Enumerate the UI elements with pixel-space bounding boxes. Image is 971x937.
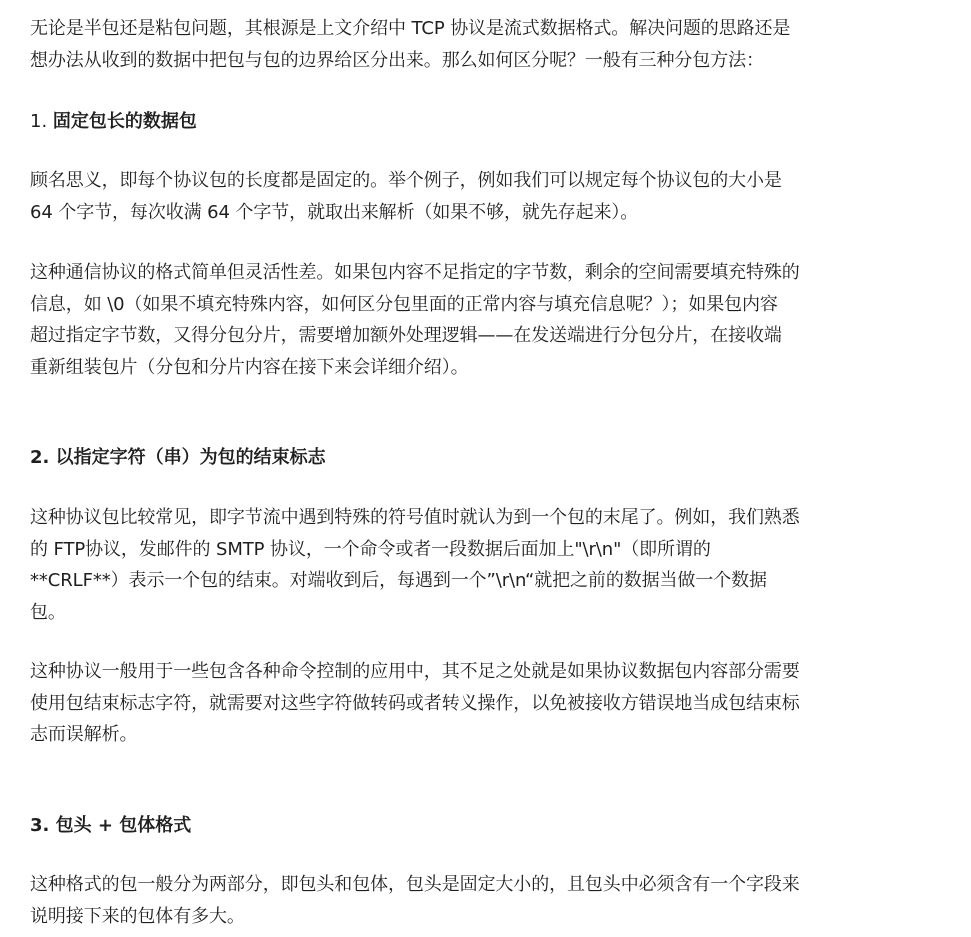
section-1-title: 固定包长的数据包 xyxy=(52,111,197,132)
section-2-p1-line-4: 包。 xyxy=(30,601,66,623)
section-2-p1-line-1: 这种协议包比较常见，即字节流中遇到特殊的符号值时就认为到一个包的末尾了。例如，我们熟悉 xyxy=(30,507,800,528)
section-2-p2-line-2: 使用包结束标志字符，就需要对这些字符做转码或者转义操作，以免被接收方错误地当成包结束标 xyxy=(30,692,800,714)
section-1-paragraph-1 xyxy=(30,165,782,228)
section-1-p2-line-2: 信息，如 \0（如果不填充特殊内容，如何区分包里面的正常内容与填充信息呢？）；如果包内容 xyxy=(30,293,778,315)
section-2-paragraph-2 xyxy=(30,656,800,751)
section-1-paragraph-2 xyxy=(30,257,800,383)
section-2-p1-line-3: **CRLF**）表示一个包的结束。对端收到后，每遇到一个”\r\n“就把之前的数据当做一个数据 xyxy=(30,570,767,591)
section-3-p1-line-1: 这种格式的包一般分为两部分，即包头和包体，包头是固定大小的，且包头中必须含有一个字段来 xyxy=(30,874,800,895)
section-2-p2-line-1: 这种协议一般用于一些包含各种命令控制的应用中，其不足之处就是如果协议数据包内容部分需要 xyxy=(30,661,800,682)
section-1-p2-line-1: 这种通信协议的格式简单但灵活性差。如果包内容不足指定的字节数，剩余的空间需要填充特殊的 xyxy=(30,262,800,283)
section-1-p2-line-3: 超过指定字节数，又得分包分片，需要增加额外处理逻辑——在发送端进行分包分片，在接收端 xyxy=(30,325,782,346)
section-1-heading xyxy=(30,106,197,138)
section-2-paragraph-1 xyxy=(30,502,800,628)
section-3-paragraph-1 xyxy=(30,869,800,932)
section-2-heading: 2. 以指定字符（串）为包的结束标志 xyxy=(30,447,326,468)
section-1-p1-line-2: 64 个字节，每次收满 64 个字节，就取出来解析（如果不够，就先存起来）。 xyxy=(30,201,639,223)
section-2-p2-line-3: 志而误解析。 xyxy=(30,724,138,745)
section-1-p2-line-4: 重新组装包片（分包和分片内容在接下来会详细介绍）。 xyxy=(30,356,469,378)
section-1-p1-line-1: 顾名思义，即每个协议包的长度都是固定的。举个例子，例如我们可以规定每个协议包的大小是 xyxy=(30,170,782,191)
intro-paragraph xyxy=(30,13,790,76)
intro-line-1: 无论是半包还是粘包问题，其根源是上文介绍中 TCP 协议是流式数据格式。解决问题的思路还是 xyxy=(30,18,791,39)
intro-line-2: 想办法从收到的数据中把包与包的边界给区分出来。那么如何区分呢？一般有三种分包方法： xyxy=(30,49,764,71)
section-1-number: 1. xyxy=(30,111,53,132)
section-2-p1-line-2: 的 FTP协议，发邮件的 SMTP 协议，一个命令或者一段数据后面加上"\r\n"（即所谓的 xyxy=(30,538,711,560)
section-3-p1-line-2: 说明接下来的包体有多大。 xyxy=(30,905,245,927)
section-3-heading: 3. 包头 + 包体格式 xyxy=(30,815,192,836)
